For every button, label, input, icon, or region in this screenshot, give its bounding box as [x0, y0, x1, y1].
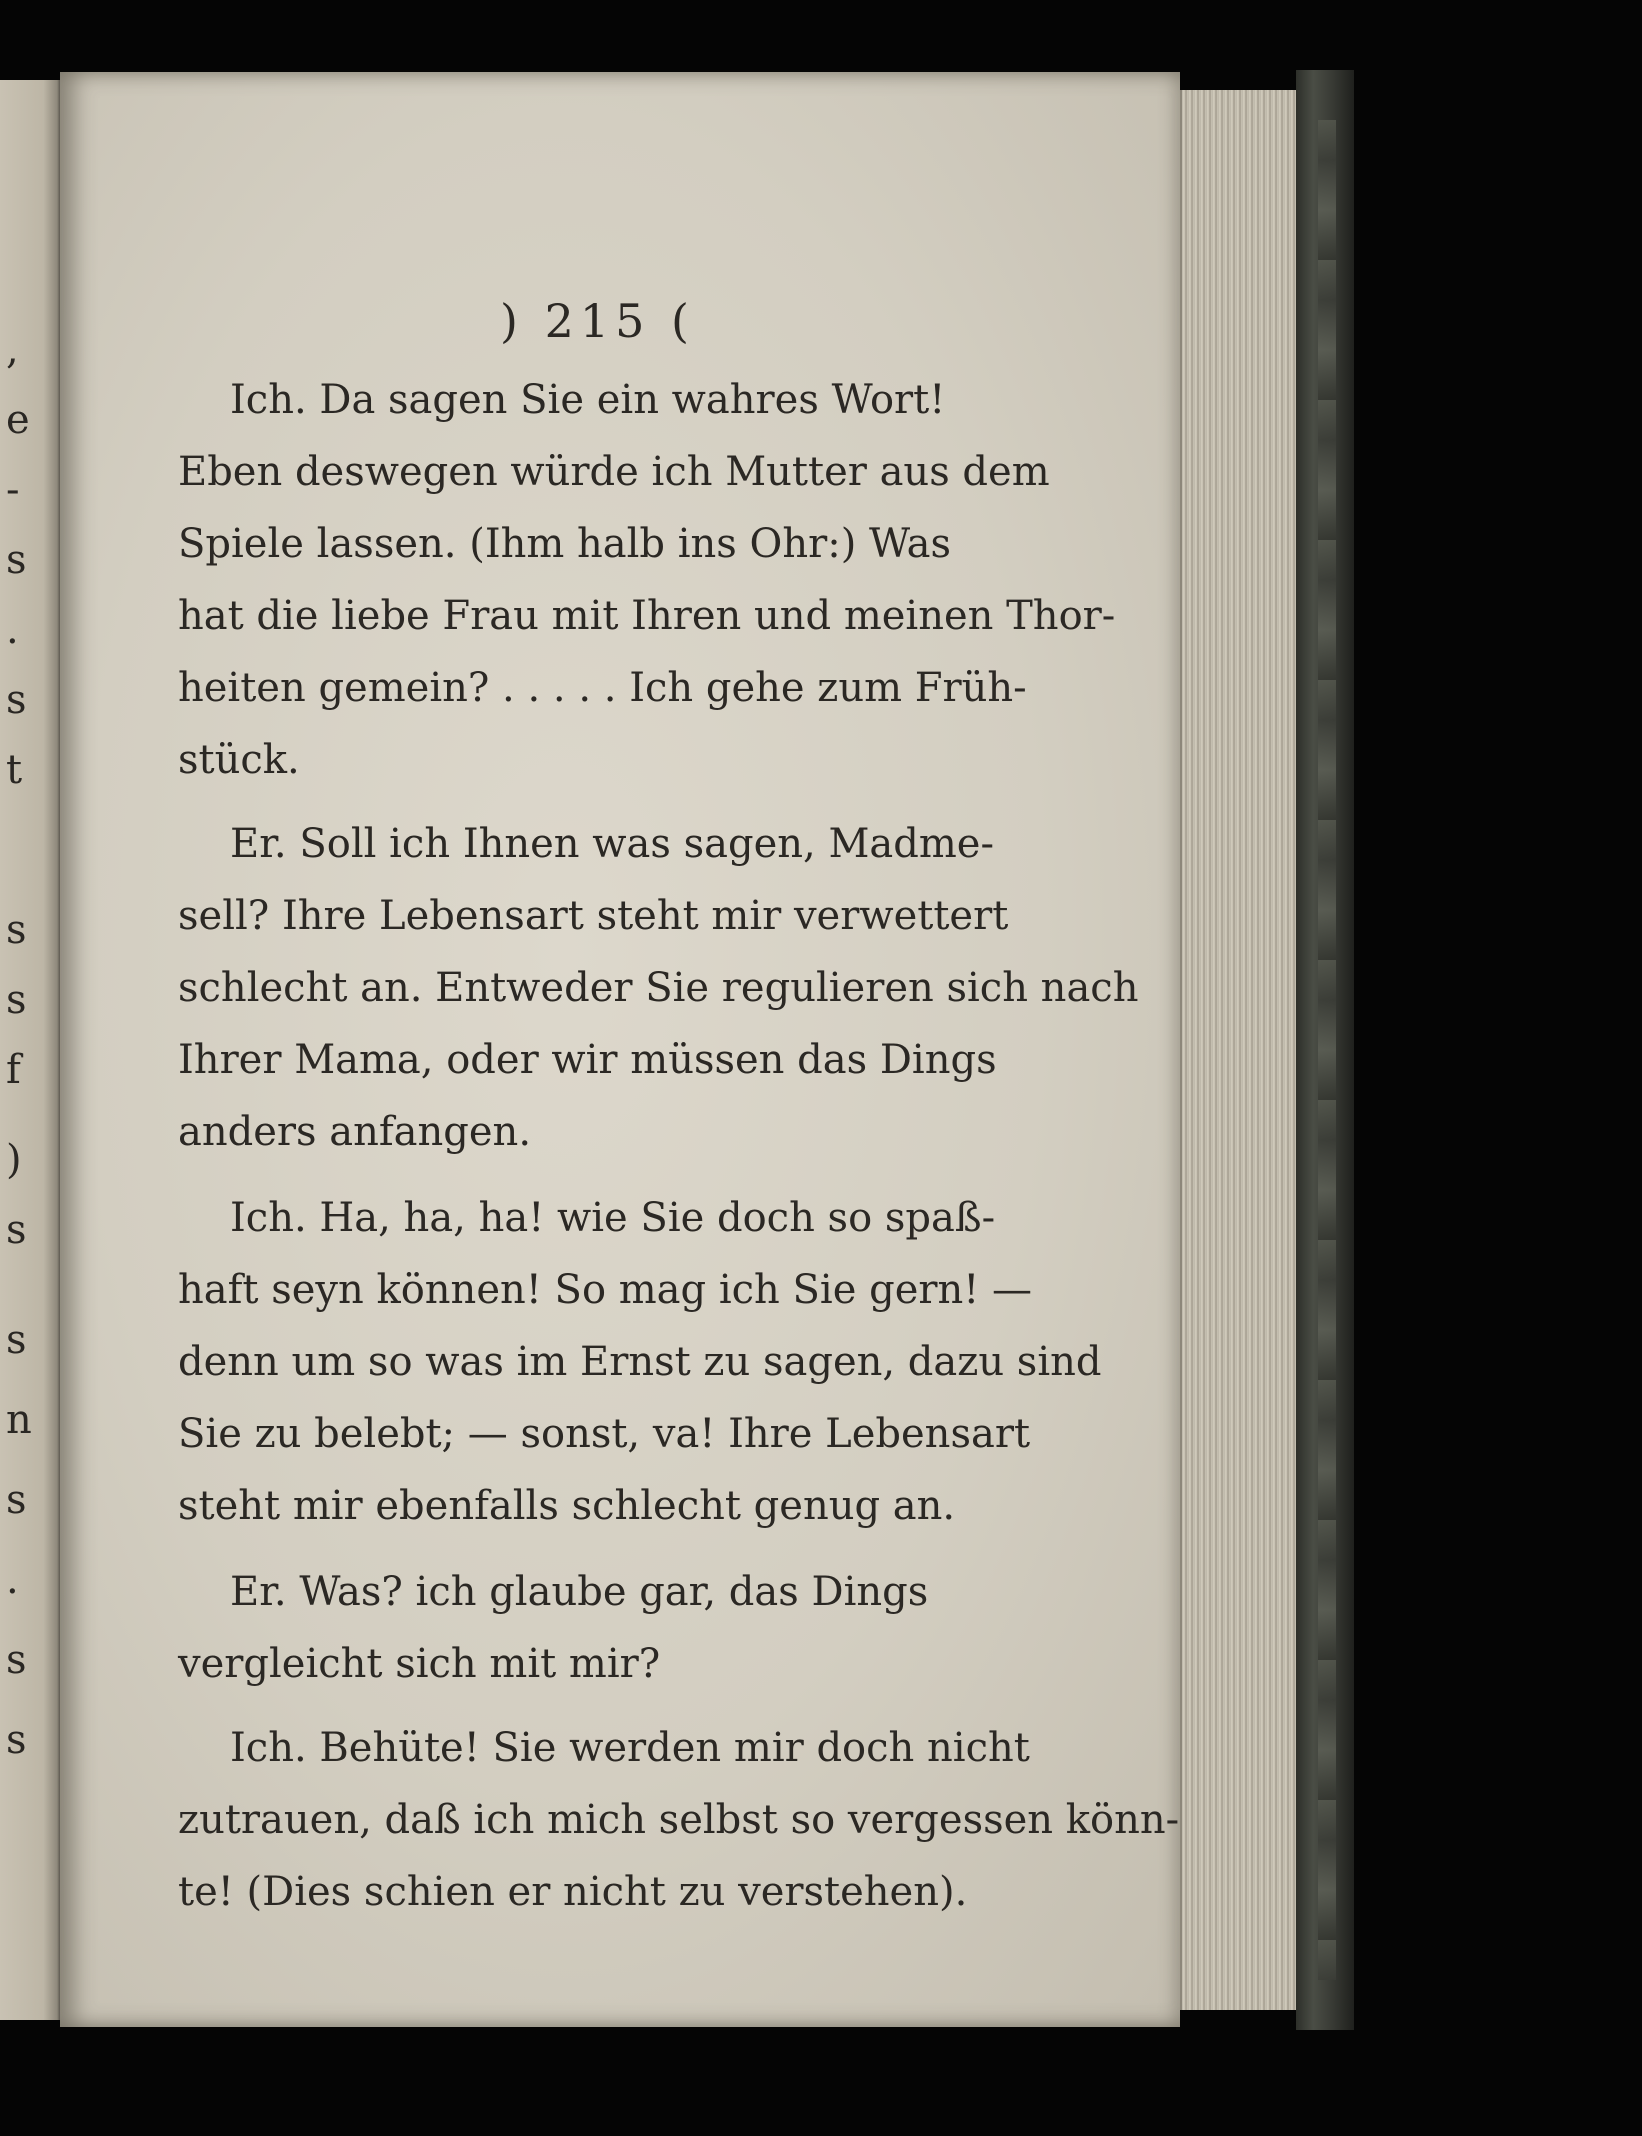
text-line: denn um so was im Ernst zu sagen, dazu sind	[178, 1339, 1102, 1385]
left-page-fragment: s	[6, 677, 27, 723]
text-line: Ich. Behüte! Sie werden mir doch nicht	[230, 1725, 1030, 1771]
page-number: ) 215 (	[500, 294, 695, 348]
left-page-fragment: s	[6, 1477, 27, 1523]
text-line: Ihrer Mama, oder wir müssen das Dings	[178, 1037, 997, 1083]
text-line: vergleicht sich mit mir?	[178, 1641, 661, 1687]
left-page-fragment: e	[6, 397, 30, 443]
text-line: Spiele lassen. (Ihm halb ins Ohr:) Was	[178, 521, 952, 567]
left-page-fragment: t	[6, 747, 23, 793]
left-page-fragment: s	[6, 1717, 27, 1763]
text-line: haft seyn können! So mag ich Sie gern! —	[178, 1267, 1033, 1313]
text-line: Ich. Ha, ha, ha! wie Sie doch so spaß-	[230, 1195, 996, 1241]
left-page-fragment: n	[6, 1397, 32, 1443]
left-page-fragment: -	[6, 467, 20, 513]
text-line: Er. Soll ich Ihnen was sagen, Madme-	[230, 821, 994, 867]
text-line: zutrauen, daß ich mich selbst so vergessen könn-	[178, 1797, 1180, 1843]
text-line: te! (Dies schien er nicht zu verstehen).	[178, 1869, 968, 1915]
text-line: Ich. Da sagen Sie ein wahres Wort!	[230, 377, 946, 423]
left-page-fragment: f	[6, 1047, 21, 1093]
text-line: Eben deswegen würde ich Mutter aus dem	[178, 449, 1050, 495]
text-line: anders anfangen.	[178, 1109, 532, 1155]
left-page-fragment: s	[6, 1317, 27, 1363]
left-page-fragment: s	[6, 907, 27, 953]
text-line: stück.	[178, 737, 300, 783]
text-line: steht mir ebenfalls schlecht genug an.	[178, 1483, 956, 1529]
text-line: Sie zu belebt; — sonst, va! Ihre Lebensart	[178, 1411, 1031, 1457]
left-page-fragment: )	[6, 1137, 22, 1183]
text-line: hat die liebe Frau mit Ihren und meinen Thor-	[178, 593, 1116, 639]
text-line: Er. Was? ich glaube gar, das Dings	[230, 1569, 929, 1615]
left-page-fragment: ,	[6, 327, 19, 373]
text-line: schlecht an. Entweder Sie regulieren sich nach	[178, 965, 1139, 1011]
left-page-fragment: .	[6, 1557, 19, 1603]
cover-texture	[1318, 120, 1336, 1980]
left-page-fragment: s	[6, 1207, 27, 1253]
book-page	[60, 72, 1180, 2027]
left-page-fragment: s	[6, 977, 27, 1023]
left-page-fragment: s	[6, 1637, 27, 1683]
left-page-strip	[0, 80, 62, 2020]
left-page-fragment: .	[6, 607, 19, 653]
text-line: heiten gemein? . . . . . Ich gehe zum Früh-	[178, 665, 1027, 711]
left-page-fragment: s	[6, 537, 27, 583]
text-line: sell? Ihre Lebensart steht mir verwettert	[178, 893, 1009, 939]
page-edges	[1180, 90, 1302, 2010]
